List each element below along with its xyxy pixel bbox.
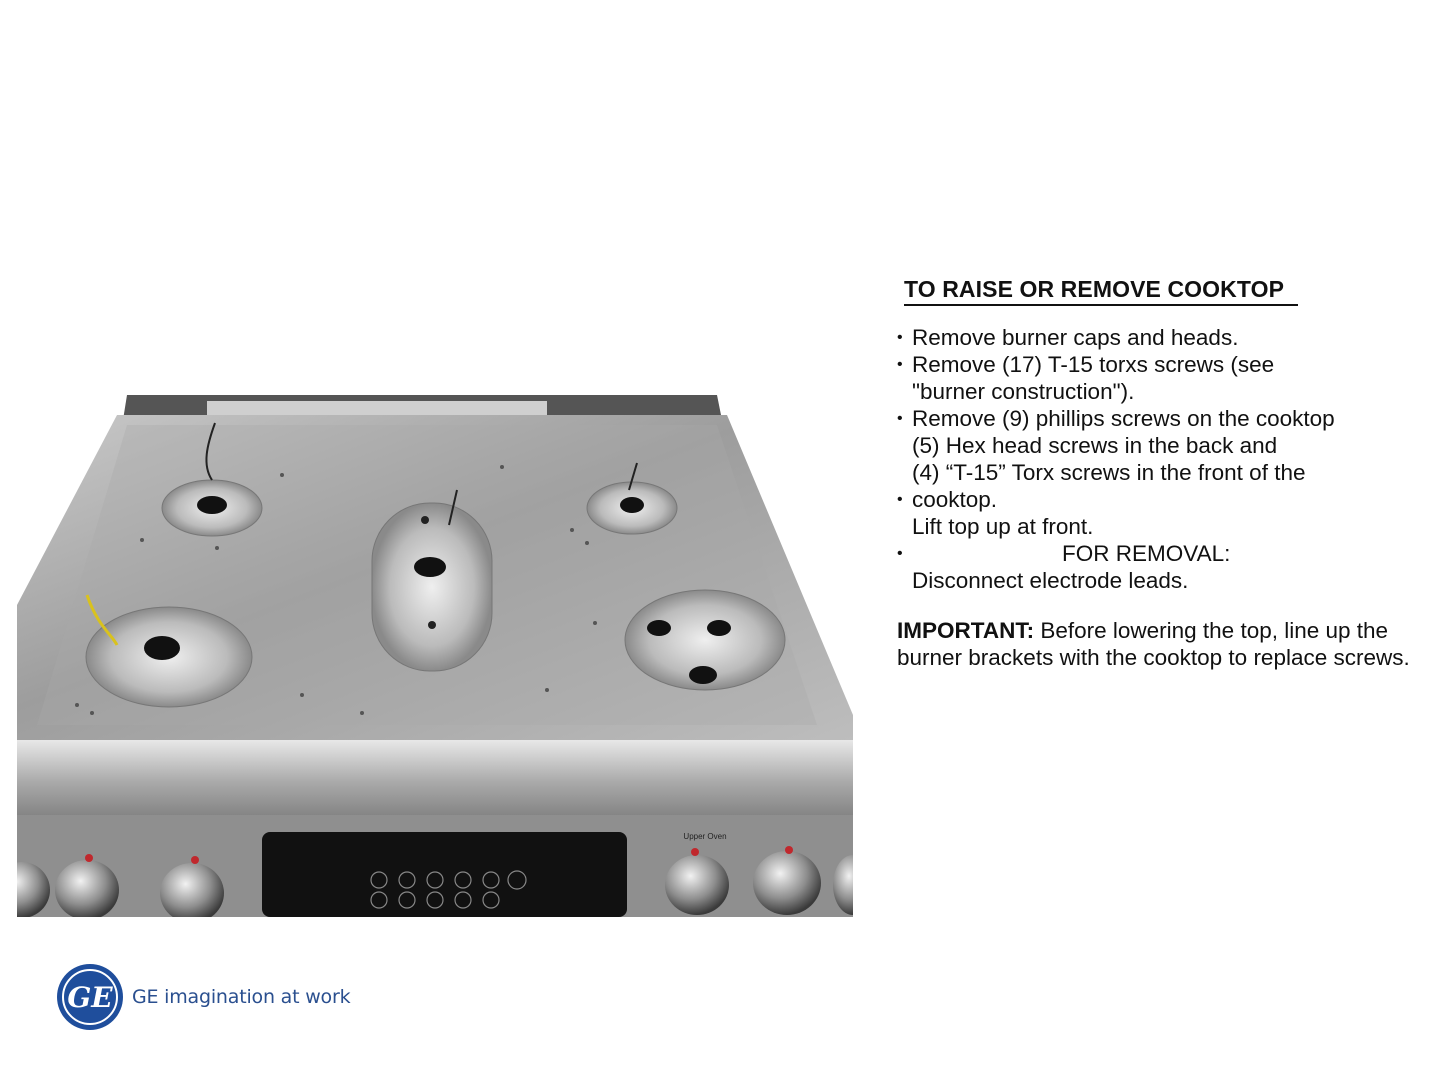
steps-list [897,324,1427,594]
step-2 [897,351,1427,405]
step-line: cooktop. [912,487,998,512]
step-3 [897,405,1427,486]
important-label: IMPORTANT: [897,618,1035,643]
step-line: (4) “T-15” Torx screws in the front of the [912,460,1306,485]
bullet-icon: • [897,545,903,562]
step-line: "burner construction"). [912,379,1135,404]
bullet-icon: • [897,356,903,373]
upper-oven-label: Upper Oven [683,832,727,841]
step-line: (5) Hex head screws in the back and [912,433,1278,458]
section-heading: TO RAISE OR REMOVE COOKTOP [904,276,1298,306]
step-line: Disconnect electrode leads. [912,568,1189,593]
step-line: Remove (9) phillips screws on the cooktop [912,406,1335,431]
bullet-icon: • [897,410,903,427]
ge-monogram-text: GE [67,981,113,1014]
step-4 [897,486,1427,540]
ge-logo [56,963,350,1031]
bullet-icon: • [897,491,903,508]
important-note [897,617,1427,671]
important-text: Before lowering the top, line up the burner brackets with the cooktop to replace screws. [897,618,1410,670]
step-line: Remove (17) T-15 torxs screws (see [912,352,1275,377]
step-line: Remove burner caps and heads. [912,325,1239,350]
step-1 [897,324,1427,351]
cooktop-photo [17,395,853,917]
step-line: Lift top up at front. [912,514,1094,539]
ge-monogram-icon [56,963,124,1031]
instructions-panel [897,276,1427,671]
bullet-icon: • [897,329,903,346]
step-line: FOR REMOVAL: [1062,541,1231,566]
logo-tagline: GE imagination at work [132,986,351,1008]
step-5 [897,540,1427,594]
